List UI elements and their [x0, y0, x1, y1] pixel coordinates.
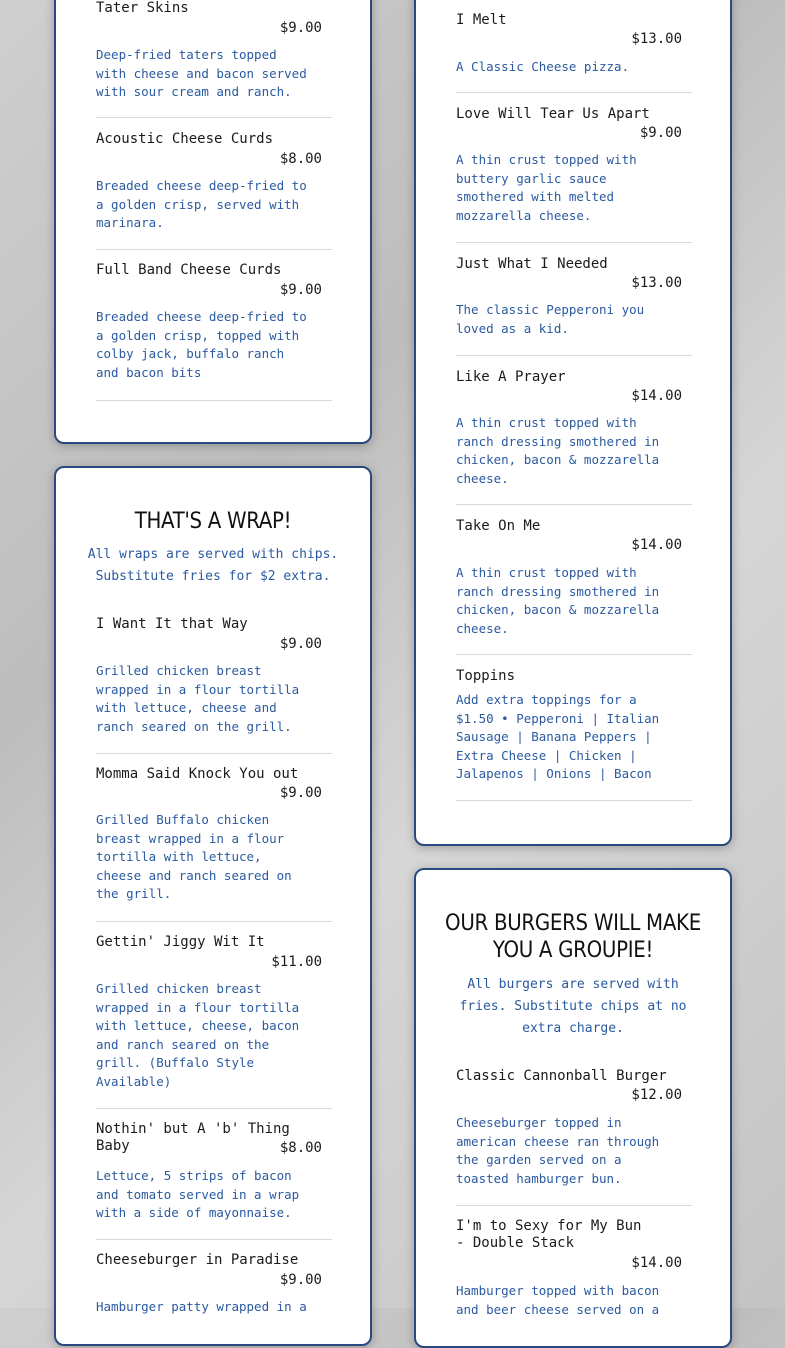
item-name: Classic Cannonball Burger [456, 1068, 667, 1084]
item-price: $9.00 [279, 785, 322, 801]
menu-item [456, 12, 692, 93]
item-price: $9.00 [279, 1272, 322, 1288]
item-description: A thin crust topped with ranch dressing smothered in chicken, bacon & mozzarella cheese. [456, 415, 660, 486]
item-price: $8.00 [279, 151, 322, 167]
item-name: Nothin' but A 'b' Thing Baby [96, 1121, 290, 1154]
item-description: Add extra toppings for a $1.50 • Pepperoni | Italian Sausage | Banana Peppers | Extra Cheese | Chicken | Jalapenos | Onions | Bacon [456, 692, 660, 781]
item-description: Lettuce, 5 strips of bacon and tomato served in a wrap with a side of mayonnaise. [96, 1168, 300, 1220]
appetizers-card [54, 0, 372, 444]
menu-item [96, 0, 332, 118]
section-note: All burgers are served with fries. Substitute chips at no extra charge. [459, 977, 687, 1036]
menu-item [96, 131, 332, 250]
item-name: Gettin' Jiggy Wit It [96, 934, 265, 950]
menu-item [96, 1121, 332, 1240]
menu-item [456, 1218, 692, 1338]
menu-item [456, 256, 692, 356]
item-name: I'm to Sexy for My Bun - Double Stack [456, 1218, 642, 1251]
item-name: Just What I Needed [456, 256, 608, 272]
menu-item [96, 616, 332, 754]
item-name: Like A Prayer [456, 369, 566, 385]
item-description: A thin crust topped with buttery garlic sauce smothered with melted mozzarella cheese. [456, 152, 637, 223]
item-name: Love Will Tear Us Apart [456, 106, 650, 122]
menu-item [456, 1068, 692, 1206]
item-price: $11.00 [271, 954, 322, 970]
section-title: THAT'S A WRAP! [134, 509, 292, 534]
section-title: OUR BURGERS WILL MAKE YOU A GROUPIE! [445, 911, 701, 963]
item-description: Grilled chicken breast wrapped in a flour tortilla with lettuce, cheese, bacon and ranch seared on the grill. (Buffalo Style Available) [96, 981, 300, 1089]
menu-item [96, 766, 332, 922]
item-name: I Want It that Way [96, 616, 248, 632]
item-price: $14.00 [631, 537, 682, 553]
item-description: Cheeseburger topped in american cheese ran through the garden served on a toasted hamburger bun. [456, 1115, 660, 1186]
wraps-card [54, 466, 372, 1346]
item-description: The classic Pepperoni you loved as a kid. [456, 302, 645, 336]
section-note: All wraps are served with chips. Substitute fries for $2 extra. [87, 547, 339, 584]
pizza-card [414, 0, 732, 846]
item-price: $14.00 [631, 1255, 682, 1271]
menu-item [456, 106, 692, 243]
item-name: Momma Said Knock You out [96, 766, 299, 782]
menu-item [96, 934, 332, 1109]
item-price: $9.00 [279, 282, 322, 298]
item-price: $8.00 [279, 1140, 322, 1156]
item-description: Breaded cheese deep-fried to a golden crisp, served with marinara. [96, 178, 307, 230]
menu-item [456, 518, 692, 655]
item-price: $13.00 [631, 275, 682, 291]
item-name: Toppins [456, 668, 516, 684]
item-description: Hamburger patty wrapped in a [96, 1299, 307, 1314]
menu-item [456, 668, 692, 801]
menu-item [96, 262, 332, 401]
menu-item [96, 1252, 332, 1332]
burgers-card [414, 868, 732, 1348]
item-description: Deep-fried taters topped with cheese and bacon served with sour cream and ranch. [96, 47, 307, 99]
item-price: $14.00 [631, 388, 682, 404]
menu-item [456, 369, 692, 505]
item-name: Acoustic Cheese Curds [96, 131, 274, 147]
item-name: Full Band Cheese Curds [96, 262, 282, 278]
item-description: Hamburger topped with bacon and beer cheese served on a [456, 1283, 660, 1317]
item-description: Grilled chicken breast wrapped in a flour tortilla with lettuce, cheese and ranch seared on the grill. [96, 663, 300, 734]
item-description: A Classic Cheese pizza. [456, 59, 630, 74]
item-name: Take On Me [456, 518, 541, 534]
item-price: $13.00 [631, 31, 682, 47]
item-price: $9.00 [279, 636, 322, 652]
item-name: I Melt [456, 12, 507, 28]
item-description: A thin crust topped with ranch dressing smothered in chicken, bacon & mozzarella cheese. [456, 565, 660, 636]
item-price: $9.00 [279, 20, 322, 36]
item-price: $12.00 [631, 1087, 682, 1103]
item-description: Breaded cheese deep-fried to a golden crisp, topped with colby jack, buffalo ranch and bacon bits [96, 309, 307, 380]
item-name: Cheeseburger in Paradise [96, 1252, 299, 1268]
item-description: Grilled Buffalo chicken breast wrapped in a flour tortilla with lettuce, cheese and ranch seared on the grill. [96, 812, 292, 901]
item-name: Tater Skins [96, 0, 189, 16]
item-price: $9.00 [639, 125, 682, 141]
